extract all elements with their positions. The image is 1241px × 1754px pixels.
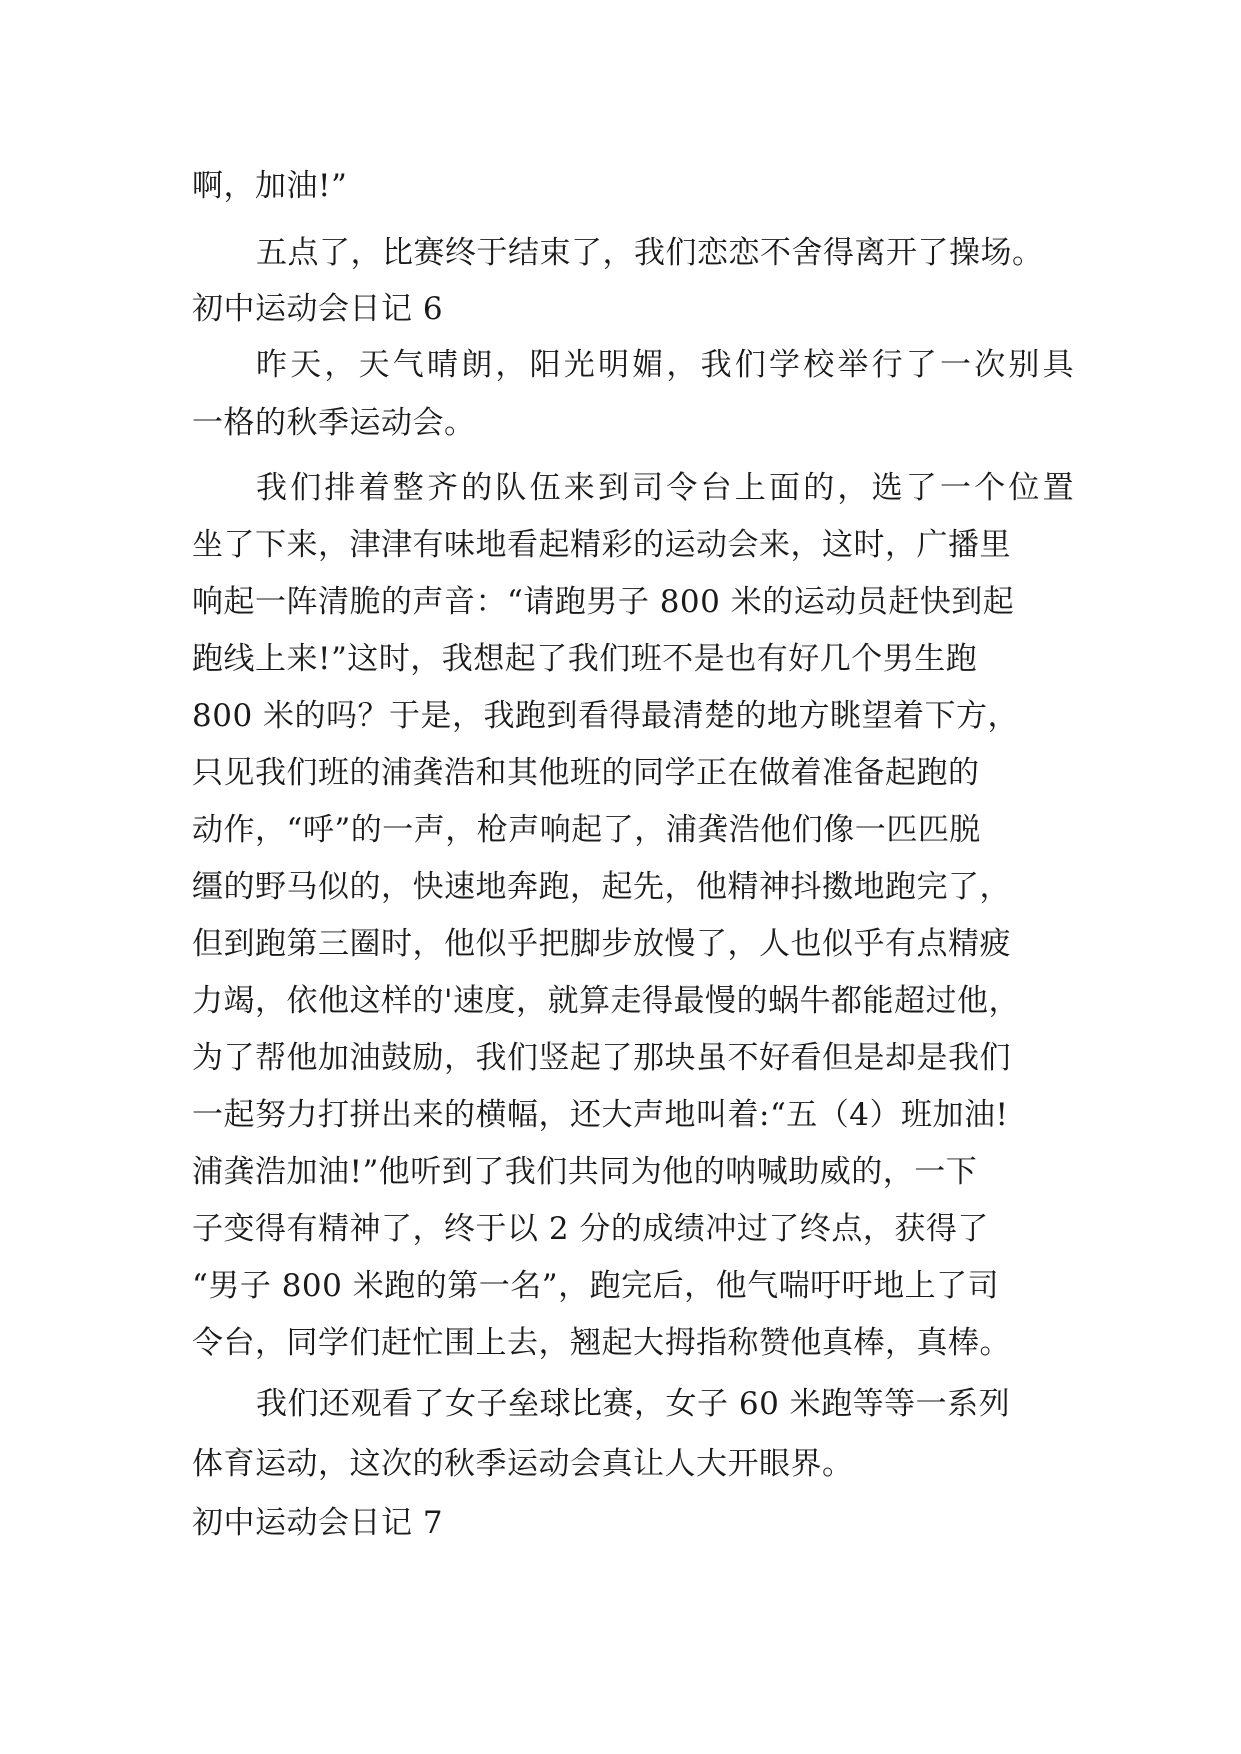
paragraph-line: 体育运动，这次的秋季运动会真让人大开眼界。	[192, 1446, 854, 1482]
paragraph-line: 力竭，依他这样的'速度，就算走得最慢的蜗牛都能超过他，	[192, 983, 1021, 1019]
paragraph-line: 浦龚浩加油!”他听到了我们共同为他的呐喊助威的，一下	[192, 1154, 978, 1190]
paragraph-line: 响起一阵清脆的声音：“请跑男子 800 米的运动员赶快到起	[192, 584, 1015, 620]
paragraph-line: 一格的秋季运动会。	[192, 405, 476, 441]
paragraph-line: 800 米的吗？于是，我跑到看得最清楚的地方眺望着下方，	[192, 698, 1020, 734]
paragraph-line: 子变得有精神了，终于以 2 分的成绩冲过了终点，获得了	[192, 1211, 989, 1247]
paragraph-line: 一起努力打拼出来的横幅，还大声地叫着:“五（4）班加油!	[192, 1097, 1009, 1133]
paragraph-line: 但到跑第三圈时，他似乎把脚步放慢了，人也似乎有点精疲	[192, 926, 1011, 962]
paragraph-line: 昨天，天气晴朗，阳光明媚，我们学校举行了一次别具	[256, 347, 1077, 383]
paragraph-line: 五点了，比赛终于结束了，我们恋恋不舍得离开了操场。	[256, 235, 1044, 271]
paragraph-line: 为了帮他加油鼓励，我们竖起了那块虽不好看但是却是我们	[192, 1040, 1011, 1076]
paragraph-line: 我们还观看了女子垒球比赛，女子 60 米跑等等一系列	[256, 1386, 1011, 1422]
paragraph-line: 跑线上来!”这时，我想起了我们班不是也有好几个男生跑	[192, 641, 978, 677]
paragraph-line: 缰的野马似的，快速地奔跑，起先，他精神抖擞地跑完了，	[192, 869, 1011, 905]
paragraph-line: 令台，同学们赶忙围上去，翘起大拇指称赞他真棒，真棒。	[192, 1325, 1011, 1361]
paragraph-line: 啊，加油!”	[192, 168, 348, 204]
section-heading: 初中运动会日记 6	[192, 291, 444, 327]
paragraph-line: 动作，“呼”的一声，枪声响起了，浦龚浩他们像一匹匹脱	[192, 812, 981, 848]
paragraph-line: “男子 800 米跑的第一名”，跑完后，他气喘吁吁地上了司	[192, 1268, 1000, 1304]
paragraph-line: 坐了下来，津津有味地看起精彩的运动会来，这时，广播里	[192, 527, 1011, 563]
section-heading: 初中运动会日记 7	[192, 1505, 444, 1541]
paragraph-line: 只见我们班的浦龚浩和其他班的同学正在做着准备起跑的	[192, 755, 980, 791]
paragraph-line: 我们排着整齐的队伍来到司令台上面的，选了一个位置	[256, 470, 1077, 506]
